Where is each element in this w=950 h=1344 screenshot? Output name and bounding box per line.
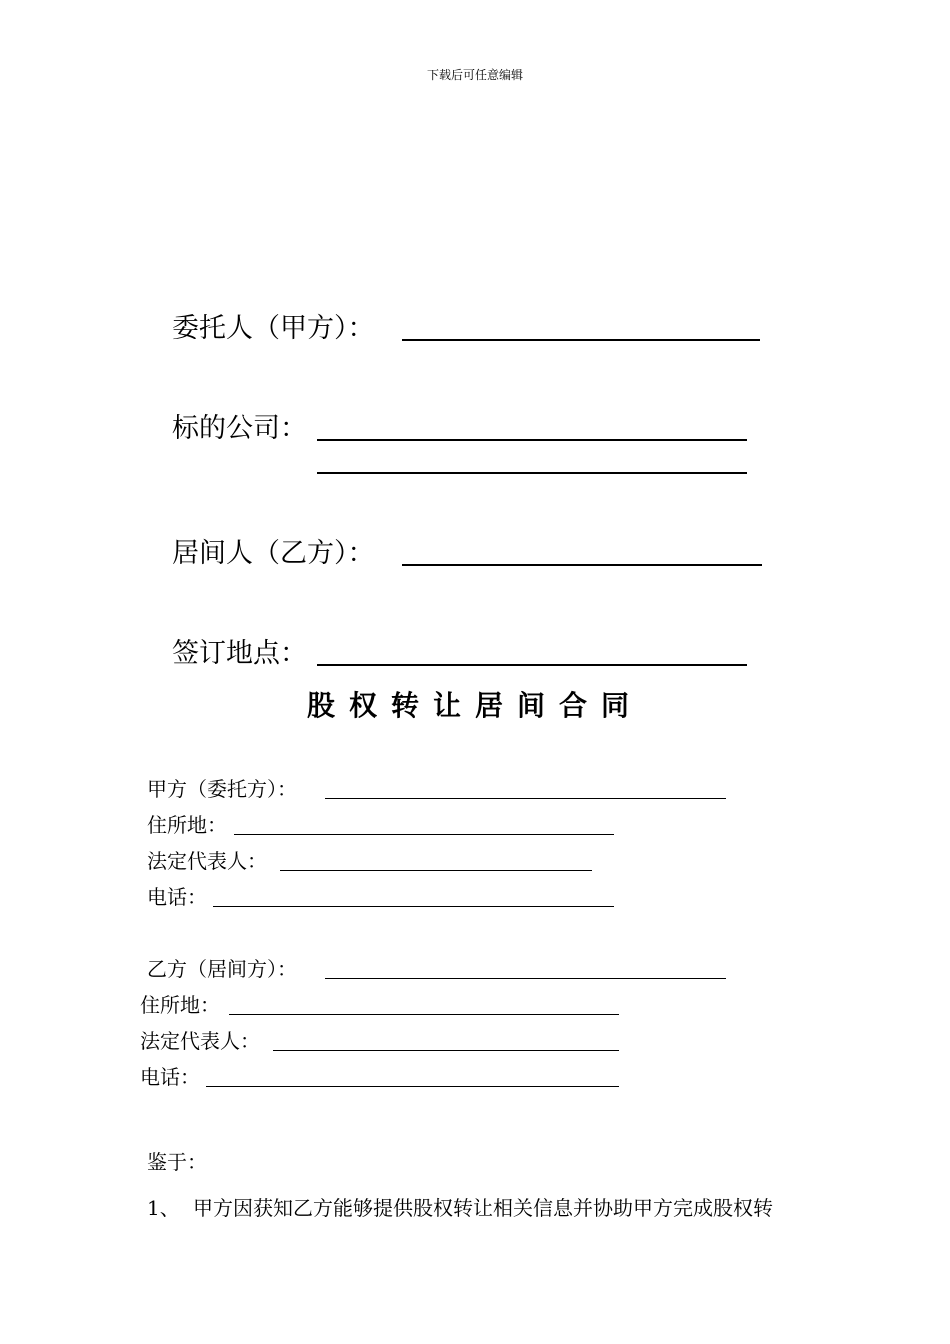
party-a-legal-rep-label: 法定代表人： (147, 849, 267, 873)
party-b-legal-rep-blank-line (273, 1050, 619, 1051)
intermediary-label: 居间人（乙方）： (172, 538, 375, 569)
party-b-phone-blank-line (206, 1086, 619, 1087)
recitals-heading: 鉴于： (147, 1150, 207, 1174)
party-a-name-blank-line (325, 798, 726, 799)
party-b-legal-rep-label: 法定代表人： (140, 1029, 260, 1053)
intermediary-blank-line (402, 564, 762, 566)
recital-1-number: 1、 (147, 1196, 180, 1220)
signing-place-label: 签订地点： (172, 638, 307, 669)
party-a-phone-label: 电话： (147, 885, 207, 909)
signing-place-blank-line (317, 664, 747, 666)
target-company-blank-line-2 (317, 472, 747, 474)
page-header-note: 下载后可任意编辑 (426, 68, 523, 82)
principal-label: 委托人（甲方）： (172, 313, 375, 344)
party-b-address-label: 住所地： (140, 993, 220, 1017)
party-b-name-label: 乙方（居间方）： (147, 957, 297, 981)
principal-blank-line (402, 339, 760, 341)
target-company-label: 标的公司： (172, 413, 307, 444)
recital-1-text: 甲方因获知乙方能够提供股权转让相关信息并协助甲方完成股权转 (193, 1196, 773, 1220)
contract-title: 股权转让居间合同 (306, 689, 643, 722)
party-a-phone-blank-line (213, 906, 614, 907)
party-b-name-blank-line (325, 978, 726, 979)
party-a-address-label: 住所地： (147, 813, 227, 837)
party-b-phone-label: 电话： (140, 1065, 200, 1089)
party-a-legal-rep-blank-line (280, 870, 592, 871)
party-a-name-label: 甲方（委托方）： (147, 777, 297, 801)
target-company-blank-line-1 (317, 439, 747, 441)
party-b-address-blank-line (229, 1014, 619, 1015)
party-a-address-blank-line (234, 834, 614, 835)
